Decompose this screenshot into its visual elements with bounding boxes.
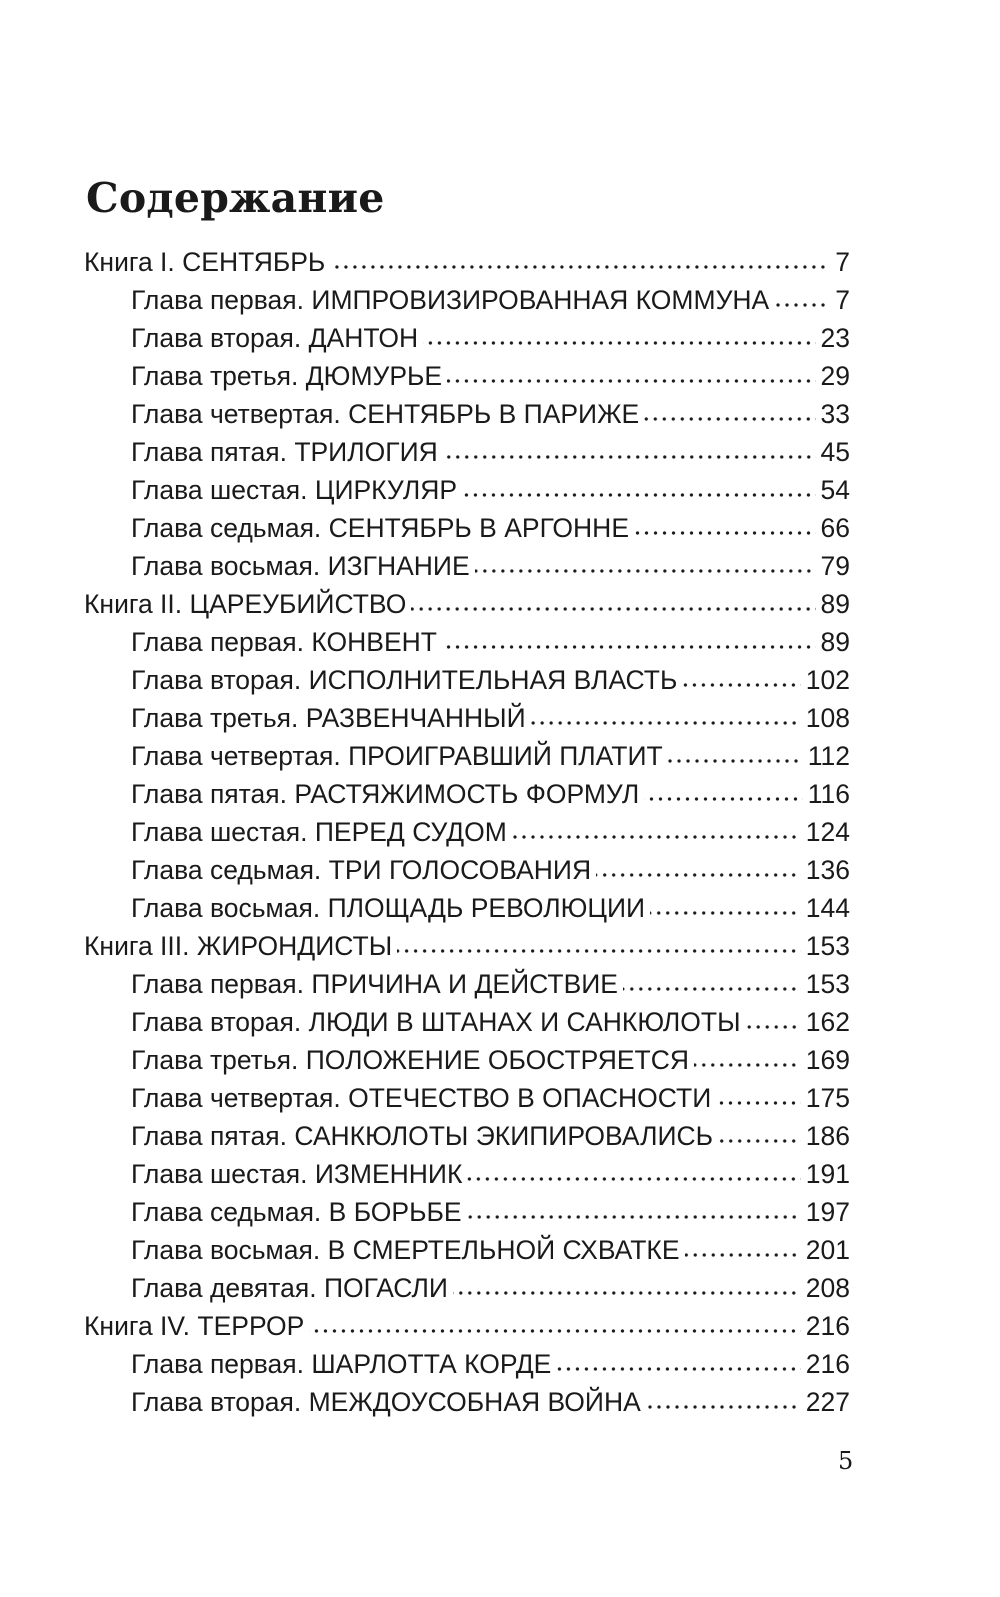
- toc-chapter-entry: [84, 319, 850, 357]
- entry-page-number: 79: [820, 551, 850, 581]
- entry-prefix: Глава пятая.: [131, 437, 287, 467]
- entry-prefix: Глава восьмая.: [131, 551, 321, 581]
- entry-heading: [131, 851, 591, 889]
- entry-page-number: 162: [805, 1007, 850, 1037]
- entry-prefix: Книга II.: [84, 589, 183, 619]
- toc-chapter-entry: [84, 1003, 850, 1041]
- toc-chapter-entry: [84, 851, 850, 889]
- dot-leader: [694, 1059, 801, 1069]
- toc-chapter-entry: [84, 1117, 850, 1155]
- dot-leader: [623, 983, 801, 993]
- entry-heading: [131, 1193, 462, 1231]
- entry-page-number: 33: [820, 399, 850, 429]
- dot-leader: [475, 565, 816, 575]
- entry-prefix: Глава первая.: [131, 969, 305, 999]
- dot-leader: [716, 1097, 800, 1107]
- dot-leader: [746, 1021, 801, 1031]
- entry-page-number: 89: [820, 627, 850, 657]
- entry-title: МЕЖДОУСОБНАЯ ВОЙНА: [308, 1387, 641, 1417]
- dot-leader: [644, 793, 802, 803]
- entry-heading: [131, 965, 618, 1003]
- dot-leader: [668, 755, 803, 765]
- toc-chapter-entry: [84, 357, 850, 395]
- entry-page-number: 116: [807, 779, 850, 809]
- entry-prefix: Глава седьмая.: [131, 855, 322, 885]
- entry-prefix: Глава восьмая.: [131, 893, 321, 923]
- dot-leader: [467, 1211, 801, 1221]
- dot-leader: [646, 1401, 801, 1411]
- entry-page-number: 29: [820, 361, 850, 391]
- toc-chapter-entry: [84, 281, 850, 319]
- entry-heading: [131, 813, 507, 851]
- entry-title: ТРИ ГОЛОСОВАНИЯ: [328, 855, 592, 885]
- entry-page-number: 201: [805, 1235, 850, 1265]
- entry-heading: [131, 395, 639, 433]
- entry-heading: [131, 319, 418, 357]
- toc-chapter-entry: [84, 737, 850, 775]
- entry-prefix: Глава седьмая.: [131, 1197, 322, 1227]
- entry-title: ЖИРОНДИСТЫ: [196, 931, 393, 961]
- entry-page-number: 112: [807, 741, 850, 771]
- entry-page-number: 7: [835, 285, 850, 315]
- entry-heading: [131, 1383, 641, 1421]
- toc-chapter-entry: [84, 1345, 850, 1383]
- entry-title: ИСПОЛНИТЕЛЬНАЯ ВЛАСТЬ: [308, 665, 678, 695]
- entry-heading: [131, 889, 645, 927]
- entry-prefix: Глава шестая.: [131, 475, 308, 505]
- dot-leader: [423, 337, 815, 347]
- entry-page-number: 186: [805, 1121, 850, 1151]
- entry-page-number: 144: [805, 893, 850, 923]
- entry-page-number: 102: [805, 665, 850, 695]
- entry-page-number: 54: [820, 475, 850, 505]
- dot-leader: [682, 679, 800, 689]
- entry-heading: [84, 243, 325, 281]
- entry-title: ПОГАСЛИ: [323, 1273, 448, 1303]
- toc-chapter-entry: [84, 813, 850, 851]
- entry-heading: [131, 623, 437, 661]
- entry-title: ДАНТОН: [308, 323, 419, 353]
- entry-prefix: Книга I.: [84, 247, 175, 277]
- entry-page-number: 175: [805, 1083, 850, 1113]
- toc-chapter-entry: [84, 1269, 850, 1307]
- entry-page-number: 197: [805, 1197, 850, 1227]
- toc-chapter-entry: [84, 1041, 850, 1079]
- entry-title: СЕНТЯБРЬ В ПАРИЖЕ: [348, 399, 640, 429]
- entry-title: ИЗМЕННИК: [314, 1159, 463, 1189]
- dot-leader: [443, 451, 816, 461]
- dot-leader: [453, 1287, 801, 1297]
- toc-chapter-entry: [84, 889, 850, 927]
- toc-chapter-entry: [84, 395, 850, 433]
- entry-page-number: 66: [820, 513, 850, 543]
- dot-leader: [596, 869, 801, 879]
- dot-leader: [774, 299, 830, 309]
- entry-page-number: 216: [805, 1349, 850, 1379]
- entry-prefix: Глава девятая.: [131, 1273, 317, 1303]
- entry-prefix: Глава шестая.: [131, 1159, 308, 1189]
- entry-heading: [131, 1269, 448, 1307]
- toc-chapter-entry: [84, 1383, 850, 1421]
- entry-title: ДЮМУРЬЕ: [305, 361, 443, 391]
- toc-chapter-entry: [84, 623, 850, 661]
- entry-page-number: 136: [805, 855, 850, 885]
- toc-chapter-entry: [84, 1155, 850, 1193]
- entry-prefix: Глава третья.: [131, 361, 299, 391]
- entry-prefix: Книга III.: [84, 931, 190, 961]
- dot-leader: [411, 603, 815, 613]
- dot-leader: [309, 1325, 800, 1335]
- toc-chapter-entry: [84, 1231, 850, 1269]
- entry-heading: [131, 1003, 741, 1041]
- toc-chapter-entry: [84, 775, 850, 813]
- entry-prefix: Глава вторая.: [131, 1387, 302, 1417]
- dot-leader: [650, 907, 801, 917]
- entry-heading: [84, 1307, 304, 1345]
- page-number: 5: [838, 1447, 854, 1475]
- entry-heading: [131, 737, 663, 775]
- entry-title: ЛЮДИ В ШТАНАХ И САНКЮЛОТЫ: [308, 1007, 741, 1037]
- entry-title: ПЛОЩАДЬ РЕВОЛЮЦИИ: [327, 893, 646, 923]
- entry-title: ЦАРЕУБИЙСТВО: [189, 589, 407, 619]
- entry-title: РАСТЯЖИМОСТЬ ФОРМУЛ: [294, 779, 640, 809]
- entry-prefix: Глава первая.: [131, 627, 305, 657]
- toc-chapter-entry: [84, 699, 850, 737]
- entry-title: В БОРЬБЕ: [328, 1197, 462, 1227]
- entry-prefix: Глава четвертая.: [131, 741, 341, 771]
- entry-heading: [84, 927, 392, 965]
- entry-heading: [131, 547, 470, 585]
- entry-prefix: Глава седьмая.: [131, 513, 322, 543]
- toc-book-entry: [84, 585, 850, 623]
- dot-leader: [644, 413, 815, 423]
- entry-page-number: 169: [805, 1045, 850, 1075]
- dot-leader: [685, 1249, 801, 1259]
- entry-page-number: 153: [805, 969, 850, 999]
- entry-heading: [131, 281, 769, 319]
- toc-book-entry: [84, 1307, 850, 1345]
- entry-heading: [131, 1231, 680, 1269]
- entry-heading: [131, 1345, 551, 1383]
- entry-heading: [131, 433, 438, 471]
- dot-leader: [556, 1363, 800, 1373]
- dot-leader: [512, 831, 801, 841]
- entry-heading: [131, 471, 457, 509]
- toc-chapter-entry: [84, 471, 850, 509]
- entry-title: СЕНТЯБРЬ В АРГОННЕ: [328, 513, 629, 543]
- toc-chapter-entry: [84, 547, 850, 585]
- page-title: Содержание: [86, 174, 385, 222]
- entry-page-number: 208: [805, 1273, 850, 1303]
- entry-prefix: Глава третья.: [131, 703, 299, 733]
- entry-page-number: 108: [805, 703, 850, 733]
- entry-prefix: Глава вторая.: [131, 323, 302, 353]
- entry-page-number: 227: [805, 1387, 850, 1417]
- entry-prefix: Глава вторая.: [131, 665, 302, 695]
- toc-book-entry: [84, 927, 850, 965]
- entry-page-number: 45: [820, 437, 850, 467]
- entry-title: ОТЕЧЕСТВО В ОПАСНОСТИ: [348, 1083, 712, 1113]
- toc-chapter-entry: [84, 1193, 850, 1231]
- entry-title: ПОЛОЖЕНИЕ ОБОСТРЯЕТСЯ: [305, 1045, 689, 1075]
- entry-prefix: Глава шестая.: [131, 817, 308, 847]
- entry-page-number: 23: [820, 323, 850, 353]
- entry-prefix: Глава восьмая.: [131, 1235, 321, 1265]
- entry-prefix: Глава пятая.: [131, 779, 287, 809]
- entry-title: ПРИЧИНА И ДЕЙСТВИЕ: [311, 969, 618, 999]
- entry-heading: [131, 699, 526, 737]
- entry-page-number: 7: [835, 247, 850, 277]
- entry-page-number: 191: [805, 1159, 850, 1189]
- entry-title: ПРОИГРАВШИЙ ПЛАТИТ: [348, 741, 663, 771]
- entry-page-number: 124: [805, 817, 850, 847]
- entry-title: САНКЮЛОТЫ ЭКИПИРОВАЛИСЬ: [294, 1121, 714, 1151]
- entry-prefix: Глава вторая.: [131, 1007, 302, 1037]
- toc-chapter-entry: [84, 1079, 850, 1117]
- dot-leader: [442, 641, 816, 651]
- entry-title: ПЕРЕД СУДОМ: [314, 817, 507, 847]
- entry-heading: [131, 775, 639, 813]
- entry-prefix: Глава первая.: [131, 1349, 305, 1379]
- toc-chapter-entry: [84, 965, 850, 1003]
- entry-heading: [131, 1079, 711, 1117]
- toc-chapter-entry: [84, 509, 850, 547]
- entry-title: В СМЕРТЕЛЬНОЙ СХВАТКЕ: [327, 1235, 680, 1265]
- entry-title: ШАРЛОТТА КОРДЕ: [311, 1349, 552, 1379]
- dot-leader: [467, 1173, 800, 1183]
- entry-prefix: Глава третья.: [131, 1045, 299, 1075]
- entry-prefix: Глава четвертая.: [131, 1083, 341, 1113]
- entry-prefix: Глава первая.: [131, 285, 305, 315]
- dot-leader: [634, 527, 816, 537]
- entry-heading: [131, 661, 677, 699]
- entry-title: ИМПРОВИЗИРОВАННАЯ КОММУНА: [311, 285, 770, 315]
- dot-leader: [462, 489, 815, 499]
- entry-heading: [131, 1155, 462, 1193]
- entry-heading: [131, 1041, 689, 1079]
- entry-title: СЕНТЯБРЬ: [182, 247, 326, 277]
- entry-title: КОНВЕНТ: [311, 627, 437, 657]
- dot-leader: [531, 717, 801, 727]
- entry-title: ЦИРКУЛЯР: [314, 475, 458, 505]
- entry-prefix: Книга IV.: [84, 1311, 191, 1341]
- entry-heading: [131, 357, 442, 395]
- entry-page-number: 153: [805, 931, 850, 961]
- entry-heading: [131, 509, 629, 547]
- entry-title: РАЗВЕНЧАННЫЙ: [305, 703, 526, 733]
- toc-book-entry: [84, 243, 850, 281]
- entry-prefix: Глава пятая.: [131, 1121, 287, 1151]
- entry-heading: [84, 585, 406, 623]
- dot-leader: [447, 375, 815, 385]
- dot-leader: [718, 1135, 801, 1145]
- entry-title: ТРИЛОГИЯ: [294, 437, 438, 467]
- table-of-contents: [84, 243, 850, 1421]
- entry-heading: [131, 1117, 713, 1155]
- entry-title: ТЕРРОР: [197, 1311, 305, 1341]
- dot-leader: [330, 261, 830, 271]
- dot-leader: [397, 945, 801, 955]
- toc-chapter-entry: [84, 433, 850, 471]
- entry-title: ИЗГНАНИЕ: [327, 551, 470, 581]
- entry-page-number: 89: [820, 589, 850, 619]
- toc-chapter-entry: [84, 661, 850, 699]
- entry-page-number: 216: [805, 1311, 850, 1341]
- entry-prefix: Глава четвертая.: [131, 399, 341, 429]
